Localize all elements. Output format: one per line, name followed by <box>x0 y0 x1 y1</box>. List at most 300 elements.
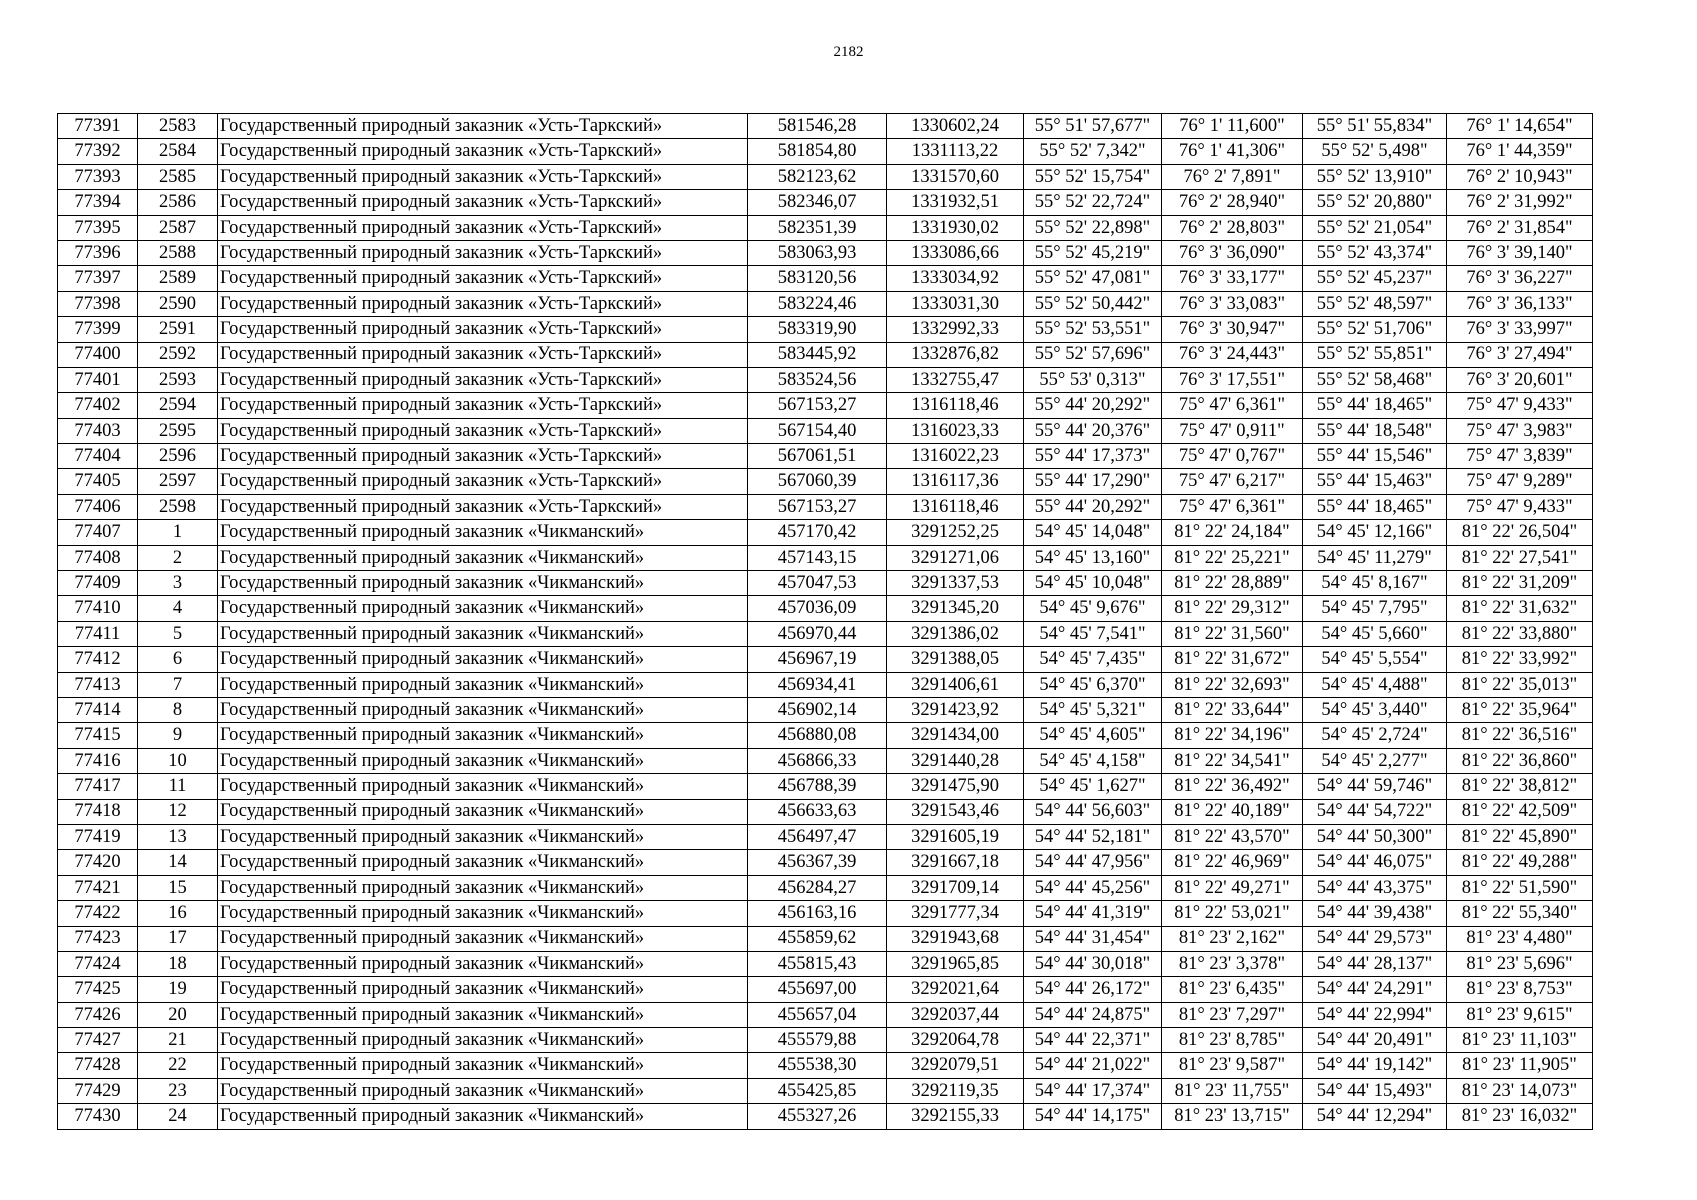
longitude-alt-cell: 76° 3' 36,227" <box>1447 266 1593 291</box>
latitude-cell: 55° 44' 20,376" <box>1024 418 1162 443</box>
longitude-cell: 81° 22' 34,541" <box>1162 748 1303 773</box>
point-number-cell: 14 <box>138 850 218 875</box>
table-row <box>58 824 1593 849</box>
point-number-cell: 22 <box>138 1053 218 1078</box>
table-row <box>58 418 1593 443</box>
reserve-name-cell: Государственный природный заказник «Чикманский» <box>218 520 748 545</box>
x-coordinate-cell: 456497,47 <box>748 824 887 849</box>
longitude-cell: 81° 22' 49,271" <box>1162 875 1303 900</box>
point-number-cell: 2587 <box>138 215 218 240</box>
y-coordinate-cell: 1332992,33 <box>887 317 1024 342</box>
table-row <box>58 1002 1593 1027</box>
longitude-cell: 76° 2' 7,891" <box>1162 164 1303 189</box>
table-row <box>58 723 1593 748</box>
latitude-cell: 54° 45' 6,370" <box>1024 672 1162 697</box>
latitude-cell: 54° 44' 56,603" <box>1024 799 1162 824</box>
point-number-cell: 7 <box>138 672 218 697</box>
point-number-cell: 1 <box>138 520 218 545</box>
table-row <box>58 240 1593 265</box>
latitude-cell: 55° 53' 0,313" <box>1024 367 1162 392</box>
point-number-cell: 17 <box>138 926 218 951</box>
page-number: 2182 <box>833 44 864 60</box>
table-row <box>58 672 1593 697</box>
point-number-cell: 2594 <box>138 393 218 418</box>
longitude-alt-cell: 75° 47' 9,433" <box>1447 494 1593 519</box>
reserve-name-cell: Государственный природный заказник «Усть-Таркский» <box>218 190 748 215</box>
point-number-cell: 23 <box>138 1078 218 1103</box>
table-row <box>58 1053 1593 1078</box>
longitude-alt-cell: 81° 22' 55,340" <box>1447 901 1593 926</box>
y-coordinate-cell: 3291667,18 <box>887 850 1024 875</box>
x-coordinate-cell: 456902,14 <box>748 697 887 722</box>
latitude-alt-cell: 55° 44' 18,465" <box>1303 494 1447 519</box>
longitude-cell: 81° 22' 31,560" <box>1162 621 1303 646</box>
reserve-name-cell: Государственный природный заказник «Чикманский» <box>218 723 748 748</box>
row-id-cell: 77407 <box>58 520 138 545</box>
reserve-name-cell: Государственный природный заказник «Чикманский» <box>218 951 748 976</box>
longitude-alt-cell: 81° 22' 45,890" <box>1447 824 1593 849</box>
y-coordinate-cell: 3291252,25 <box>887 520 1024 545</box>
x-coordinate-cell: 567153,27 <box>748 393 887 418</box>
latitude-cell: 54° 45' 9,676" <box>1024 596 1162 621</box>
latitude-alt-cell: 54° 44' 29,573" <box>1303 926 1447 951</box>
x-coordinate-cell: 455538,30 <box>748 1053 887 1078</box>
x-coordinate-cell: 583063,93 <box>748 240 887 265</box>
row-id-cell: 77419 <box>58 824 138 849</box>
y-coordinate-cell: 3291337,53 <box>887 571 1024 596</box>
reserve-name-cell: Государственный природный заказник «Чикманский» <box>218 1078 748 1103</box>
reserve-name-cell: Государственный природный заказник «Чикманский» <box>218 1104 748 1129</box>
reserve-name-cell: Государственный природный заказник «Усть-Таркский» <box>218 444 748 469</box>
y-coordinate-cell: 3291943,68 <box>887 926 1024 951</box>
point-number-cell: 2591 <box>138 317 218 342</box>
latitude-cell: 55° 52' 53,551" <box>1024 317 1162 342</box>
latitude-cell: 55° 52' 45,219" <box>1024 240 1162 265</box>
reserve-name-cell: Государственный природный заказник «Усть-Таркский» <box>218 494 748 519</box>
table-row <box>58 469 1593 494</box>
longitude-alt-cell: 81° 23' 14,073" <box>1447 1078 1593 1103</box>
point-number-cell: 9 <box>138 723 218 748</box>
row-id-cell: 77410 <box>58 596 138 621</box>
table-row <box>58 1078 1593 1103</box>
table-row <box>58 926 1593 951</box>
row-id-cell: 77405 <box>58 469 138 494</box>
table-row <box>58 1104 1593 1129</box>
y-coordinate-cell: 3291543,46 <box>887 799 1024 824</box>
latitude-cell: 54° 44' 31,454" <box>1024 926 1162 951</box>
y-coordinate-cell: 1331570,60 <box>887 164 1024 189</box>
y-coordinate-cell: 3292119,35 <box>887 1078 1024 1103</box>
longitude-alt-cell: 75° 47' 3,983" <box>1447 418 1593 443</box>
reserve-name-cell: Государственный природный заказник «Усть-Таркский» <box>218 418 748 443</box>
reserve-name-cell: Государственный природный заказник «Чикманский» <box>218 774 748 799</box>
latitude-cell: 55° 52' 22,898" <box>1024 215 1162 240</box>
longitude-cell: 81° 22' 28,889" <box>1162 571 1303 596</box>
longitude-alt-cell: 81° 22' 35,013" <box>1447 672 1593 697</box>
reserve-name-cell: Государственный природный заказник «Усть-Таркский» <box>218 317 748 342</box>
longitude-alt-cell: 81° 22' 51,590" <box>1447 875 1593 900</box>
x-coordinate-cell: 567153,27 <box>748 494 887 519</box>
row-id-cell: 77394 <box>58 190 138 215</box>
latitude-cell: 54° 45' 4,605" <box>1024 723 1162 748</box>
x-coordinate-cell: 455579,88 <box>748 1028 887 1053</box>
latitude-cell: 54° 44' 21,022" <box>1024 1053 1162 1078</box>
point-number-cell: 2592 <box>138 342 218 367</box>
table-row <box>58 647 1593 672</box>
table-row <box>58 291 1593 316</box>
longitude-cell: 81° 22' 43,570" <box>1162 824 1303 849</box>
latitude-cell: 54° 44' 24,875" <box>1024 1002 1162 1027</box>
x-coordinate-cell: 583224,46 <box>748 291 887 316</box>
point-number-cell: 2596 <box>138 444 218 469</box>
longitude-cell: 81° 22' 24,184" <box>1162 520 1303 545</box>
longitude-cell: 81° 23' 2,162" <box>1162 926 1303 951</box>
longitude-cell: 81° 22' 46,969" <box>1162 850 1303 875</box>
latitude-cell: 55° 52' 57,696" <box>1024 342 1162 367</box>
table-row <box>58 951 1593 976</box>
point-number-cell: 2595 <box>138 418 218 443</box>
longitude-cell: 76° 3' 24,443" <box>1162 342 1303 367</box>
longitude-cell: 76° 2' 28,940" <box>1162 190 1303 215</box>
longitude-cell: 81° 22' 34,196" <box>1162 723 1303 748</box>
latitude-cell: 54° 45' 13,160" <box>1024 545 1162 570</box>
y-coordinate-cell: 3291386,02 <box>887 621 1024 646</box>
latitude-alt-cell: 54° 44' 24,291" <box>1303 977 1447 1002</box>
longitude-cell: 81° 23' 7,297" <box>1162 1002 1303 1027</box>
row-id-cell: 77414 <box>58 697 138 722</box>
table-row <box>58 215 1593 240</box>
longitude-alt-cell: 81° 23' 8,753" <box>1447 977 1593 1002</box>
x-coordinate-cell: 567154,40 <box>748 418 887 443</box>
y-coordinate-cell: 1316118,46 <box>887 393 1024 418</box>
reserve-name-cell: Государственный природный заказник «Чикманский» <box>218 926 748 951</box>
y-coordinate-cell: 1333031,30 <box>887 291 1024 316</box>
longitude-alt-cell: 76° 3' 39,140" <box>1447 240 1593 265</box>
x-coordinate-cell: 456934,41 <box>748 672 887 697</box>
point-number-cell: 2583 <box>138 114 218 139</box>
table-body <box>58 114 1593 1130</box>
row-id-cell: 77422 <box>58 901 138 926</box>
longitude-cell: 76° 3' 30,947" <box>1162 317 1303 342</box>
table-row <box>58 444 1593 469</box>
reserve-name-cell: Государственный природный заказник «Усть-Таркский» <box>218 393 748 418</box>
x-coordinate-cell: 456284,27 <box>748 875 887 900</box>
longitude-alt-cell: 81° 22' 33,992" <box>1447 647 1593 672</box>
y-coordinate-cell: 1332876,82 <box>887 342 1024 367</box>
y-coordinate-cell: 3291605,19 <box>887 824 1024 849</box>
longitude-alt-cell: 76° 3' 36,133" <box>1447 291 1593 316</box>
x-coordinate-cell: 456970,44 <box>748 621 887 646</box>
longitude-cell: 75° 47' 0,911" <box>1162 418 1303 443</box>
row-id-cell: 77406 <box>58 494 138 519</box>
y-coordinate-cell: 1332755,47 <box>887 367 1024 392</box>
longitude-cell: 76° 3' 17,551" <box>1162 367 1303 392</box>
row-id-cell: 77397 <box>58 266 138 291</box>
reserve-name-cell: Государственный природный заказник «Усть-Таркский» <box>218 240 748 265</box>
longitude-alt-cell: 81° 23' 11,905" <box>1447 1053 1593 1078</box>
latitude-cell: 54° 44' 17,374" <box>1024 1078 1162 1103</box>
latitude-alt-cell: 54° 44' 20,491" <box>1303 1028 1447 1053</box>
table-row <box>58 520 1593 545</box>
x-coordinate-cell: 455859,62 <box>748 926 887 951</box>
y-coordinate-cell: 1316023,33 <box>887 418 1024 443</box>
row-id-cell: 77399 <box>58 317 138 342</box>
table-row <box>58 799 1593 824</box>
latitude-alt-cell: 54° 45' 8,167" <box>1303 571 1447 596</box>
latitude-alt-cell: 54° 44' 15,493" <box>1303 1078 1447 1103</box>
point-number-cell: 18 <box>138 951 218 976</box>
longitude-cell: 81° 23' 13,715" <box>1162 1104 1303 1129</box>
point-number-cell: 2585 <box>138 164 218 189</box>
latitude-alt-cell: 54° 44' 46,075" <box>1303 850 1447 875</box>
latitude-alt-cell: 55° 51' 55,834" <box>1303 114 1447 139</box>
x-coordinate-cell: 583524,56 <box>748 367 887 392</box>
x-coordinate-cell: 457036,09 <box>748 596 887 621</box>
reserve-name-cell: Государственный природный заказник «Чикманский» <box>218 850 748 875</box>
longitude-alt-cell: 81° 23' 11,103" <box>1447 1028 1593 1053</box>
row-id-cell: 77421 <box>58 875 138 900</box>
reserve-name-cell: Государственный природный заказник «Чикманский» <box>218 748 748 773</box>
table-row <box>58 697 1593 722</box>
table-row <box>58 621 1593 646</box>
row-id-cell: 77415 <box>58 723 138 748</box>
reserve-name-cell: Государственный природный заказник «Чикманский» <box>218 1002 748 1027</box>
latitude-alt-cell: 55° 52' 55,851" <box>1303 342 1447 367</box>
x-coordinate-cell: 582346,07 <box>748 190 887 215</box>
table-row <box>58 1028 1593 1053</box>
reserve-name-cell: Государственный природный заказник «Чикманский» <box>218 647 748 672</box>
longitude-alt-cell: 76° 2' 31,854" <box>1447 215 1593 240</box>
longitude-cell: 81° 22' 31,672" <box>1162 647 1303 672</box>
x-coordinate-cell: 456967,19 <box>748 647 887 672</box>
point-number-cell: 24 <box>138 1104 218 1129</box>
latitude-alt-cell: 54° 45' 4,488" <box>1303 672 1447 697</box>
row-id-cell: 77416 <box>58 748 138 773</box>
latitude-alt-cell: 54° 45' 12,166" <box>1303 520 1447 545</box>
row-id-cell: 77391 <box>58 114 138 139</box>
latitude-alt-cell: 54° 45' 7,795" <box>1303 596 1447 621</box>
latitude-alt-cell: 55° 52' 20,880" <box>1303 190 1447 215</box>
reserve-name-cell: Государственный природный заказник «Чикманский» <box>218 824 748 849</box>
longitude-alt-cell: 81° 22' 38,812" <box>1447 774 1593 799</box>
x-coordinate-cell: 455327,26 <box>748 1104 887 1129</box>
longitude-alt-cell: 76° 2' 31,992" <box>1447 190 1593 215</box>
point-number-cell: 13 <box>138 824 218 849</box>
reserve-name-cell: Государственный природный заказник «Чикманский» <box>218 545 748 570</box>
longitude-cell: 81° 22' 25,221" <box>1162 545 1303 570</box>
reserve-name-cell: Государственный природный заказник «Усть-Таркский» <box>218 367 748 392</box>
x-coordinate-cell: 581854,80 <box>748 139 887 164</box>
longitude-alt-cell: 76° 3' 20,601" <box>1447 367 1593 392</box>
longitude-cell: 75° 47' 6,361" <box>1162 494 1303 519</box>
latitude-alt-cell: 54° 44' 54,722" <box>1303 799 1447 824</box>
longitude-cell: 76° 2' 28,803" <box>1162 215 1303 240</box>
latitude-alt-cell: 55° 52' 51,706" <box>1303 317 1447 342</box>
row-id-cell: 77404 <box>58 444 138 469</box>
latitude-alt-cell: 55° 44' 15,546" <box>1303 444 1447 469</box>
x-coordinate-cell: 456880,08 <box>748 723 887 748</box>
latitude-cell: 55° 52' 50,442" <box>1024 291 1162 316</box>
y-coordinate-cell: 3291271,06 <box>887 545 1024 570</box>
y-coordinate-cell: 3291965,85 <box>887 951 1024 976</box>
y-coordinate-cell: 1331930,02 <box>887 215 1024 240</box>
point-number-cell: 19 <box>138 977 218 1002</box>
point-number-cell: 20 <box>138 1002 218 1027</box>
reserve-name-cell: Государственный природный заказник «Чикманский» <box>218 571 748 596</box>
y-coordinate-cell: 3292021,64 <box>887 977 1024 1002</box>
row-id-cell: 77411 <box>58 621 138 646</box>
x-coordinate-cell: 581546,28 <box>748 114 887 139</box>
row-id-cell: 77408 <box>58 545 138 570</box>
y-coordinate-cell: 3291777,34 <box>887 901 1024 926</box>
row-id-cell: 77403 <box>58 418 138 443</box>
table-row <box>58 139 1593 164</box>
y-coordinate-cell: 1333086,66 <box>887 240 1024 265</box>
row-id-cell: 77413 <box>58 672 138 697</box>
reserve-name-cell: Государственный природный заказник «Усть-Таркский» <box>218 139 748 164</box>
point-number-cell: 2 <box>138 545 218 570</box>
point-number-cell: 3 <box>138 571 218 596</box>
longitude-alt-cell: 76° 3' 33,997" <box>1447 317 1593 342</box>
point-number-cell: 2593 <box>138 367 218 392</box>
longitude-alt-cell: 81° 23' 5,696" <box>1447 951 1593 976</box>
latitude-cell: 54° 45' 4,158" <box>1024 748 1162 773</box>
reserve-name-cell: Государственный природный заказник «Чикманский» <box>218 1053 748 1078</box>
y-coordinate-cell: 3291434,00 <box>887 723 1024 748</box>
longitude-cell: 76° 3' 33,177" <box>1162 266 1303 291</box>
table-row <box>58 977 1593 1002</box>
y-coordinate-cell: 1316117,36 <box>887 469 1024 494</box>
point-number-cell: 2597 <box>138 469 218 494</box>
latitude-cell: 54° 44' 22,371" <box>1024 1028 1162 1053</box>
table-row <box>58 494 1593 519</box>
longitude-alt-cell: 75° 47' 9,433" <box>1447 393 1593 418</box>
latitude-cell: 54° 45' 7,541" <box>1024 621 1162 646</box>
latitude-cell: 54° 44' 26,172" <box>1024 977 1162 1002</box>
y-coordinate-cell: 1330602,24 <box>887 114 1024 139</box>
table-row <box>58 266 1593 291</box>
table-row <box>58 114 1593 139</box>
longitude-alt-cell: 81° 22' 42,509" <box>1447 799 1593 824</box>
table-row <box>58 850 1593 875</box>
latitude-cell: 54° 45' 5,321" <box>1024 697 1162 722</box>
longitude-cell: 76° 1' 41,306" <box>1162 139 1303 164</box>
longitude-alt-cell: 81° 22' 49,288" <box>1447 850 1593 875</box>
y-coordinate-cell: 1331932,51 <box>887 190 1024 215</box>
x-coordinate-cell: 567061,51 <box>748 444 887 469</box>
longitude-cell: 81° 23' 8,785" <box>1162 1028 1303 1053</box>
latitude-alt-cell: 54° 44' 43,375" <box>1303 875 1447 900</box>
latitude-cell: 55° 44' 20,292" <box>1024 494 1162 519</box>
point-number-cell: 8 <box>138 697 218 722</box>
point-number-cell: 6 <box>138 647 218 672</box>
reserve-name-cell: Государственный природный заказник «Усть-Таркский» <box>218 215 748 240</box>
latitude-cell: 54° 44' 52,181" <box>1024 824 1162 849</box>
x-coordinate-cell: 456788,39 <box>748 774 887 799</box>
row-id-cell: 77430 <box>58 1104 138 1129</box>
row-id-cell: 77392 <box>58 139 138 164</box>
table-row <box>58 342 1593 367</box>
latitude-alt-cell: 55° 52' 21,054" <box>1303 215 1447 240</box>
table-row <box>58 367 1593 392</box>
point-number-cell: 21 <box>138 1028 218 1053</box>
table-row <box>58 901 1593 926</box>
longitude-cell: 81° 22' 29,312" <box>1162 596 1303 621</box>
coordinates-table <box>57 113 1593 1130</box>
latitude-cell: 54° 45' 14,048" <box>1024 520 1162 545</box>
y-coordinate-cell: 3291388,05 <box>887 647 1024 672</box>
longitude-alt-cell: 76° 1' 14,654" <box>1447 114 1593 139</box>
latitude-alt-cell: 54° 44' 59,746" <box>1303 774 1447 799</box>
point-number-cell: 15 <box>138 875 218 900</box>
table-row <box>58 545 1593 570</box>
row-id-cell: 77428 <box>58 1053 138 1078</box>
latitude-alt-cell: 54° 44' 28,137" <box>1303 951 1447 976</box>
row-id-cell: 77425 <box>58 977 138 1002</box>
longitude-cell: 81° 22' 40,189" <box>1162 799 1303 824</box>
row-id-cell: 77424 <box>58 951 138 976</box>
latitude-alt-cell: 55° 52' 13,910" <box>1303 164 1447 189</box>
row-id-cell: 77400 <box>58 342 138 367</box>
latitude-cell: 54° 44' 41,319" <box>1024 901 1162 926</box>
point-number-cell: 2589 <box>138 266 218 291</box>
longitude-cell: 81° 23' 11,755" <box>1162 1078 1303 1103</box>
x-coordinate-cell: 455657,04 <box>748 1002 887 1027</box>
y-coordinate-cell: 1331113,22 <box>887 139 1024 164</box>
longitude-cell: 75° 47' 0,767" <box>1162 444 1303 469</box>
longitude-cell: 81° 23' 6,435" <box>1162 977 1303 1002</box>
longitude-cell: 81° 22' 36,492" <box>1162 774 1303 799</box>
x-coordinate-cell: 457170,42 <box>748 520 887 545</box>
x-coordinate-cell: 582123,62 <box>748 164 887 189</box>
latitude-alt-cell: 54° 45' 2,724" <box>1303 723 1447 748</box>
longitude-alt-cell: 81° 23' 16,032" <box>1447 1104 1593 1129</box>
row-id-cell: 77423 <box>58 926 138 951</box>
y-coordinate-cell: 3292064,78 <box>887 1028 1024 1053</box>
reserve-name-cell: Государственный природный заказник «Чикманский» <box>218 672 748 697</box>
table-row <box>58 164 1593 189</box>
latitude-alt-cell: 55° 52' 5,498" <box>1303 139 1447 164</box>
reserve-name-cell: Государственный природный заказник «Усть-Таркский» <box>218 266 748 291</box>
x-coordinate-cell: 583120,56 <box>748 266 887 291</box>
y-coordinate-cell: 3291440,28 <box>887 748 1024 773</box>
y-coordinate-cell: 3291475,90 <box>887 774 1024 799</box>
row-id-cell: 77427 <box>58 1028 138 1053</box>
x-coordinate-cell: 455697,00 <box>748 977 887 1002</box>
row-id-cell: 77393 <box>58 164 138 189</box>
x-coordinate-cell: 567060,39 <box>748 469 887 494</box>
longitude-cell: 81° 22' 32,693" <box>1162 672 1303 697</box>
x-coordinate-cell: 456163,16 <box>748 901 887 926</box>
longitude-alt-cell: 81° 22' 31,209" <box>1447 571 1593 596</box>
y-coordinate-cell: 3292155,33 <box>887 1104 1024 1129</box>
longitude-alt-cell: 81° 23' 4,480" <box>1447 926 1593 951</box>
row-id-cell: 77420 <box>58 850 138 875</box>
row-id-cell: 77417 <box>58 774 138 799</box>
longitude-alt-cell: 81° 22' 27,541" <box>1447 545 1593 570</box>
latitude-cell: 54° 44' 30,018" <box>1024 951 1162 976</box>
x-coordinate-cell: 456633,63 <box>748 799 887 824</box>
longitude-cell: 81° 23' 3,378" <box>1162 951 1303 976</box>
latitude-alt-cell: 55° 44' 18,465" <box>1303 393 1447 418</box>
y-coordinate-cell: 3291709,14 <box>887 875 1024 900</box>
longitude-alt-cell: 81° 22' 35,964" <box>1447 697 1593 722</box>
table-row <box>58 748 1593 773</box>
x-coordinate-cell: 456367,39 <box>748 850 887 875</box>
y-coordinate-cell: 1333034,92 <box>887 266 1024 291</box>
longitude-alt-cell: 81° 22' 26,504" <box>1447 520 1593 545</box>
longitude-alt-cell: 81° 22' 33,880" <box>1447 621 1593 646</box>
